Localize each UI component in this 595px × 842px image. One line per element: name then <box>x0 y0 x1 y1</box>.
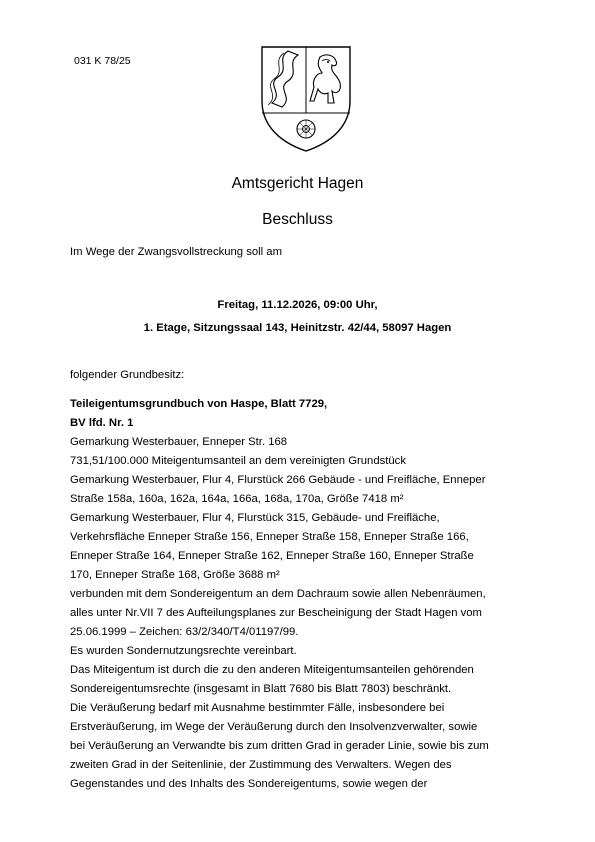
description-line: 170, Enneper Straße 168, Größe 3688 m² <box>70 569 280 581</box>
description-line: Gegenstandes und des Inhalts des Sondereigentums, sowie wegen der <box>70 778 428 790</box>
description-line: Enneper Straße 164, Enneper Straße 162, Enneper Straße 160, Enneper Straße <box>70 550 474 562</box>
description-line: bei Veräußerung an Verwandte bis zum dritten Grad in gerader Linie, sowie bis zum <box>70 740 489 752</box>
appointment-location: 1. Etage, Sitzungssaal 143, Heinitzstr. 42/44, 58097 Hagen <box>143 322 452 334</box>
description-line: Gemarkung Westerbauer, Flur 4, Flurstück 315, Gebäude- und Freifläche, <box>70 512 440 524</box>
court-name: Amtsgericht Hagen <box>231 175 364 192</box>
description-line: 731,51/100.000 Miteigentumsanteil an dem vereinigten Grundstück <box>70 455 406 467</box>
description-line: Es wurden Sondernutzungsrechte vereinbart. <box>70 645 297 657</box>
description-line: alles unter Nr.VII 7 des Aufteilungsplanes zur Bescheinigung der Stadt Hagen vom <box>70 607 482 619</box>
description-line: Die Veräußerung bedarf mit Ausnahme bestimmter Fälle, insbesondere bei <box>70 702 445 714</box>
spacer <box>70 385 540 395</box>
land-register-entry: Teileigentumsgrundbuch von Haspe, Blatt 7729, <box>70 398 328 410</box>
description-line: 25.06.1999 – Zeichen: 63/2/340/T4/01197/99. <box>70 626 299 638</box>
description-line: Straße 158a, 160a, 162a, 164a, 166a, 168a, 170a, Größe 7418 m² <box>70 493 404 505</box>
property-description <box>70 366 540 794</box>
document-heading: Beschluss <box>262 211 333 228</box>
description-line: Gemarkung Westerbauer, Enneper Str. 168 <box>70 436 288 448</box>
appointment-date-time: Freitag, 11.12.2026, 09:00 Uhr, <box>217 299 378 311</box>
property-intro: folgender Grundbesitz: <box>70 369 185 381</box>
file-reference: 031 K 78/25 <box>74 55 131 67</box>
coat-of-arms-icon <box>258 43 354 153</box>
description-line: verbunden mit dem Sondereigentum an dem Dachraum sowie allen Nebenräumen, <box>70 588 486 600</box>
description-line: Gemarkung Westerbauer, Flur 4, Flurstück 266 Gebäude - und Freifläche, Enneper <box>70 474 486 486</box>
appointment-block <box>0 294 595 340</box>
description-line: Das Miteigentum ist durch die zu den anderen Miteigentumsanteilen gehörenden <box>70 664 474 676</box>
description-line: Erstveräußerung, im Wege der Veräußerung durch den Insolvenzverwalter, sowie <box>70 721 478 733</box>
description-line: Verkehrsfläche Enneper Straße 156, Enneper Straße 158, Enneper Straße 166, <box>70 531 469 543</box>
intro-text: Im Wege der Zwangsvollstreckung soll am <box>70 246 283 258</box>
description-line: Sondereigentumsrechte (insgesamt in Blatt 7680 bis Blatt 7803) beschränkt. <box>70 683 452 695</box>
bv-number: BV lfd. Nr. 1 <box>70 417 134 429</box>
description-line: zweiten Grad in der Seitenlinie, der Zustimmung des Verwalters. Wegen des <box>70 759 452 771</box>
